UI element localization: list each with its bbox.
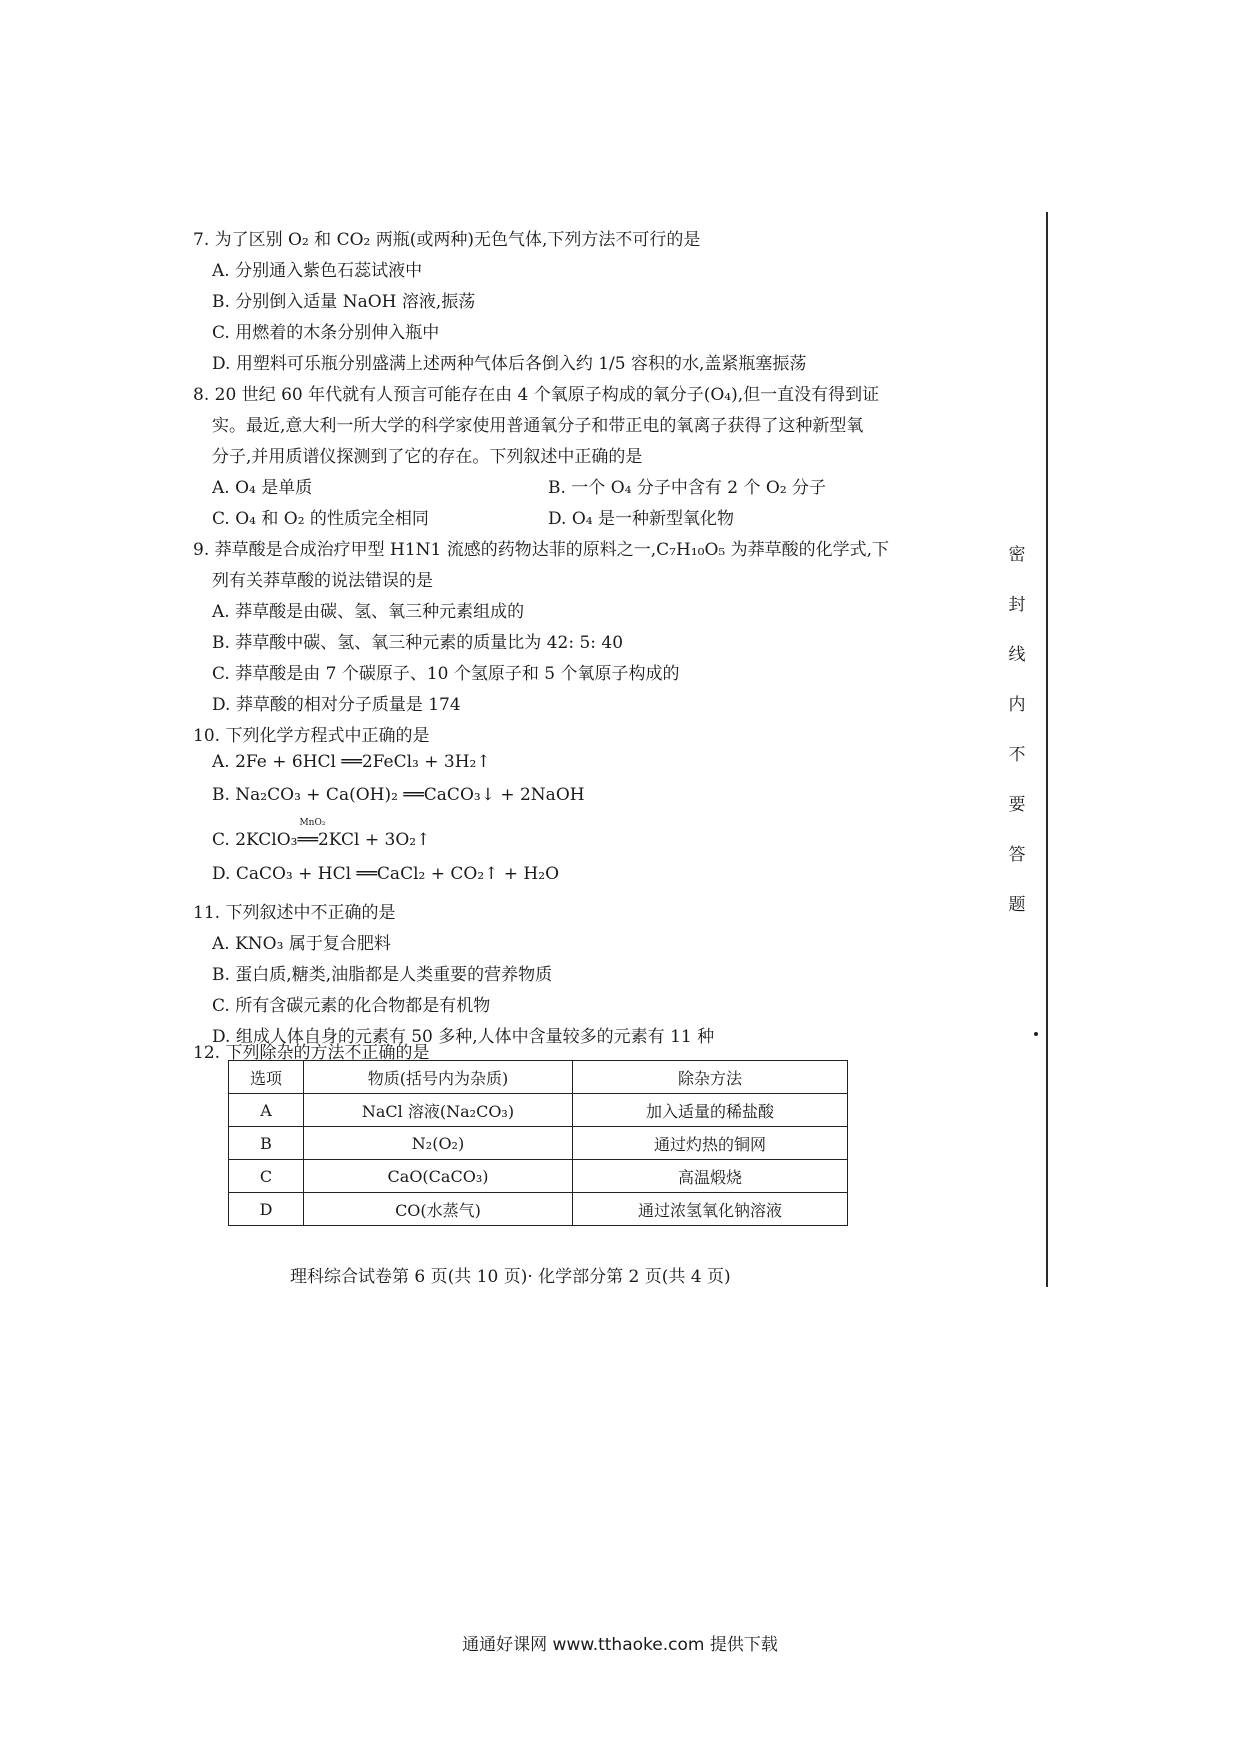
table-row: [229, 1160, 848, 1193]
header-method: 除杂方法: [573, 1061, 848, 1094]
catalyst-equals: MnO₂ ══: [297, 818, 326, 850]
q10-option-c-catalyst: MnO₂: [299, 818, 326, 828]
row-d-method: 通过浓氢氧化钠溶液: [573, 1193, 848, 1226]
seal-line: [1046, 212, 1048, 1287]
row-d-option: D: [229, 1193, 304, 1226]
row-c-method: 高温煅烧: [573, 1160, 848, 1193]
row-b-method: 通过灼热的铜网: [573, 1127, 848, 1160]
page-footer: 理科综合试卷第 6 页(共 10 页)· 化学部分第 2 页(共 4 页): [290, 1267, 731, 1287]
row-c-substance: CaO(CaCO₃): [304, 1160, 573, 1193]
source-credit: 通通好课网 www.tthaoke.com 提供下载: [462, 1635, 778, 1655]
q10-option-a: A. 2Fe + 6HCl ══2FeCl₃ + 3H₂↑: [212, 752, 491, 772]
table-row: [229, 1127, 848, 1160]
q7-option-d: D. 用塑料可乐瓶分别盛满上述两种气体后各倒入约 1/5 容积的水,盖紧瓶塞振荡: [212, 354, 807, 374]
impurity-removal-table: [228, 1060, 848, 1226]
header-substance: 物质(括号内为杂质): [304, 1061, 573, 1094]
q11-option-d: D. 组成人体自身的元素有 50 多种,人体中含量较多的元素有 11 种: [212, 1027, 715, 1047]
q7-option-c: C. 用燃着的木条分别伸入瓶中: [212, 323, 440, 343]
seal-char: 封: [1008, 595, 1026, 615]
seal-char: 答: [1008, 845, 1026, 865]
seal-char: 不: [1008, 745, 1026, 765]
seal-char: 题: [1008, 895, 1026, 915]
row-b-substance: N₂(O₂): [304, 1127, 573, 1160]
margin-dot: [1034, 1032, 1038, 1036]
q8-option-c: C. O₄ 和 O₂ 的性质完全相同: [212, 509, 429, 529]
seal-char: 线: [1008, 645, 1026, 665]
row-a-substance: NaCl 溶液(Na₂CO₃): [304, 1094, 573, 1127]
table-header-row: [229, 1061, 848, 1094]
q9-option-b: B. 莽草酸中碳、氢、氧三种元素的质量比为 42: 5: 40: [212, 633, 624, 653]
q10-option-c: [212, 818, 431, 850]
q11-option-b: B. 蛋白质,糖类,油脂都是人类重要的营养物质: [212, 965, 553, 985]
q10-option-d: D. CaCO₃ + HCl ══CaCl₂ + CO₂↑ + H₂O: [212, 864, 560, 884]
row-a-method: 加入适量的稀盐酸: [573, 1094, 848, 1127]
q8-option-d: D. O₄ 是一种新型氧化物: [548, 509, 734, 529]
q11-option-a: A. KNO₃ 属于复合肥料: [212, 934, 391, 954]
row-a-option: A: [229, 1094, 304, 1127]
q7-stem: 7. 为了区别 O₂ 和 CO₂ 两瓶(或两种)无色气体,下列方法不可行的是: [193, 230, 701, 250]
row-c-option: C: [229, 1160, 304, 1193]
q7-option-b: B. 分别倒入适量 NaOH 溶液,振荡: [212, 292, 476, 312]
q9-option-d: D. 莽草酸的相对分子质量是 174: [212, 695, 461, 715]
q9-stem-line1: 9. 莽草酸是合成治疗甲型 H1N1 流感的药物达菲的原料之一,C₇H₁₀O₅ 为莽草酸的化学式,下: [193, 540, 890, 560]
row-d-substance: CO(水蒸气): [304, 1193, 573, 1226]
q9-option-a: A. 莽草酸是由碳、氢、氧三种元素组成的: [212, 602, 525, 622]
q11-option-c: C. 所有含碳元素的化合物都是有机物: [212, 996, 491, 1016]
q8-option-b: B. 一个 O₄ 分子中含有 2 个 O₂ 分子: [548, 478, 827, 498]
seal-char: 要: [1008, 795, 1026, 815]
seal-notice: [1005, 540, 1029, 940]
q9-stem-line2: 列有关莽草酸的说法错误的是: [212, 571, 433, 591]
q12-stem: 12. 下列除杂的方法不正确的是: [193, 1043, 430, 1063]
q10-option-c-left: C. 2KClO₃: [212, 830, 298, 850]
q11-stem: 11. 下列叙述中不正确的是: [193, 903, 396, 923]
q10-stem: 10. 下列化学方程式中正确的是: [193, 726, 430, 746]
q8-stem-line3: 分子,并用质谱仪探测到了它的存在。下列叙述中正确的是: [212, 447, 643, 467]
seal-char: 内: [1008, 695, 1026, 715]
q8-stem-line2: 实。最近,意大利一所大学的科学家使用普通氧分子和带正电的氧离子获得了这种新型氧: [212, 416, 864, 436]
table-row: [229, 1193, 848, 1226]
table-row: [229, 1094, 848, 1127]
header-option: 选项: [229, 1061, 304, 1094]
q7-option-a: A. 分别通入紫色石蕊试液中: [212, 261, 423, 281]
seal-char: 密: [1008, 545, 1026, 565]
q10-option-b: B. Na₂CO₃ + Ca(OH)₂ ══CaCO₃↓ + 2NaOH: [212, 785, 585, 805]
q10-option-c-right: 2KCl + 3O₂↑: [317, 830, 431, 850]
q8-stem-line1: 8. 20 世纪 60 年代就有人预言可能存在由 4 个氧原子构成的氧分子(O₄),但一直没有得到证: [193, 385, 880, 405]
q9-option-c: C. 莽草酸是由 7 个碳原子、10 个氢原子和 5 个氧原子构成的: [212, 664, 680, 684]
q8-option-a: A. O₄ 是单质: [212, 478, 313, 498]
row-b-option: B: [229, 1127, 304, 1160]
